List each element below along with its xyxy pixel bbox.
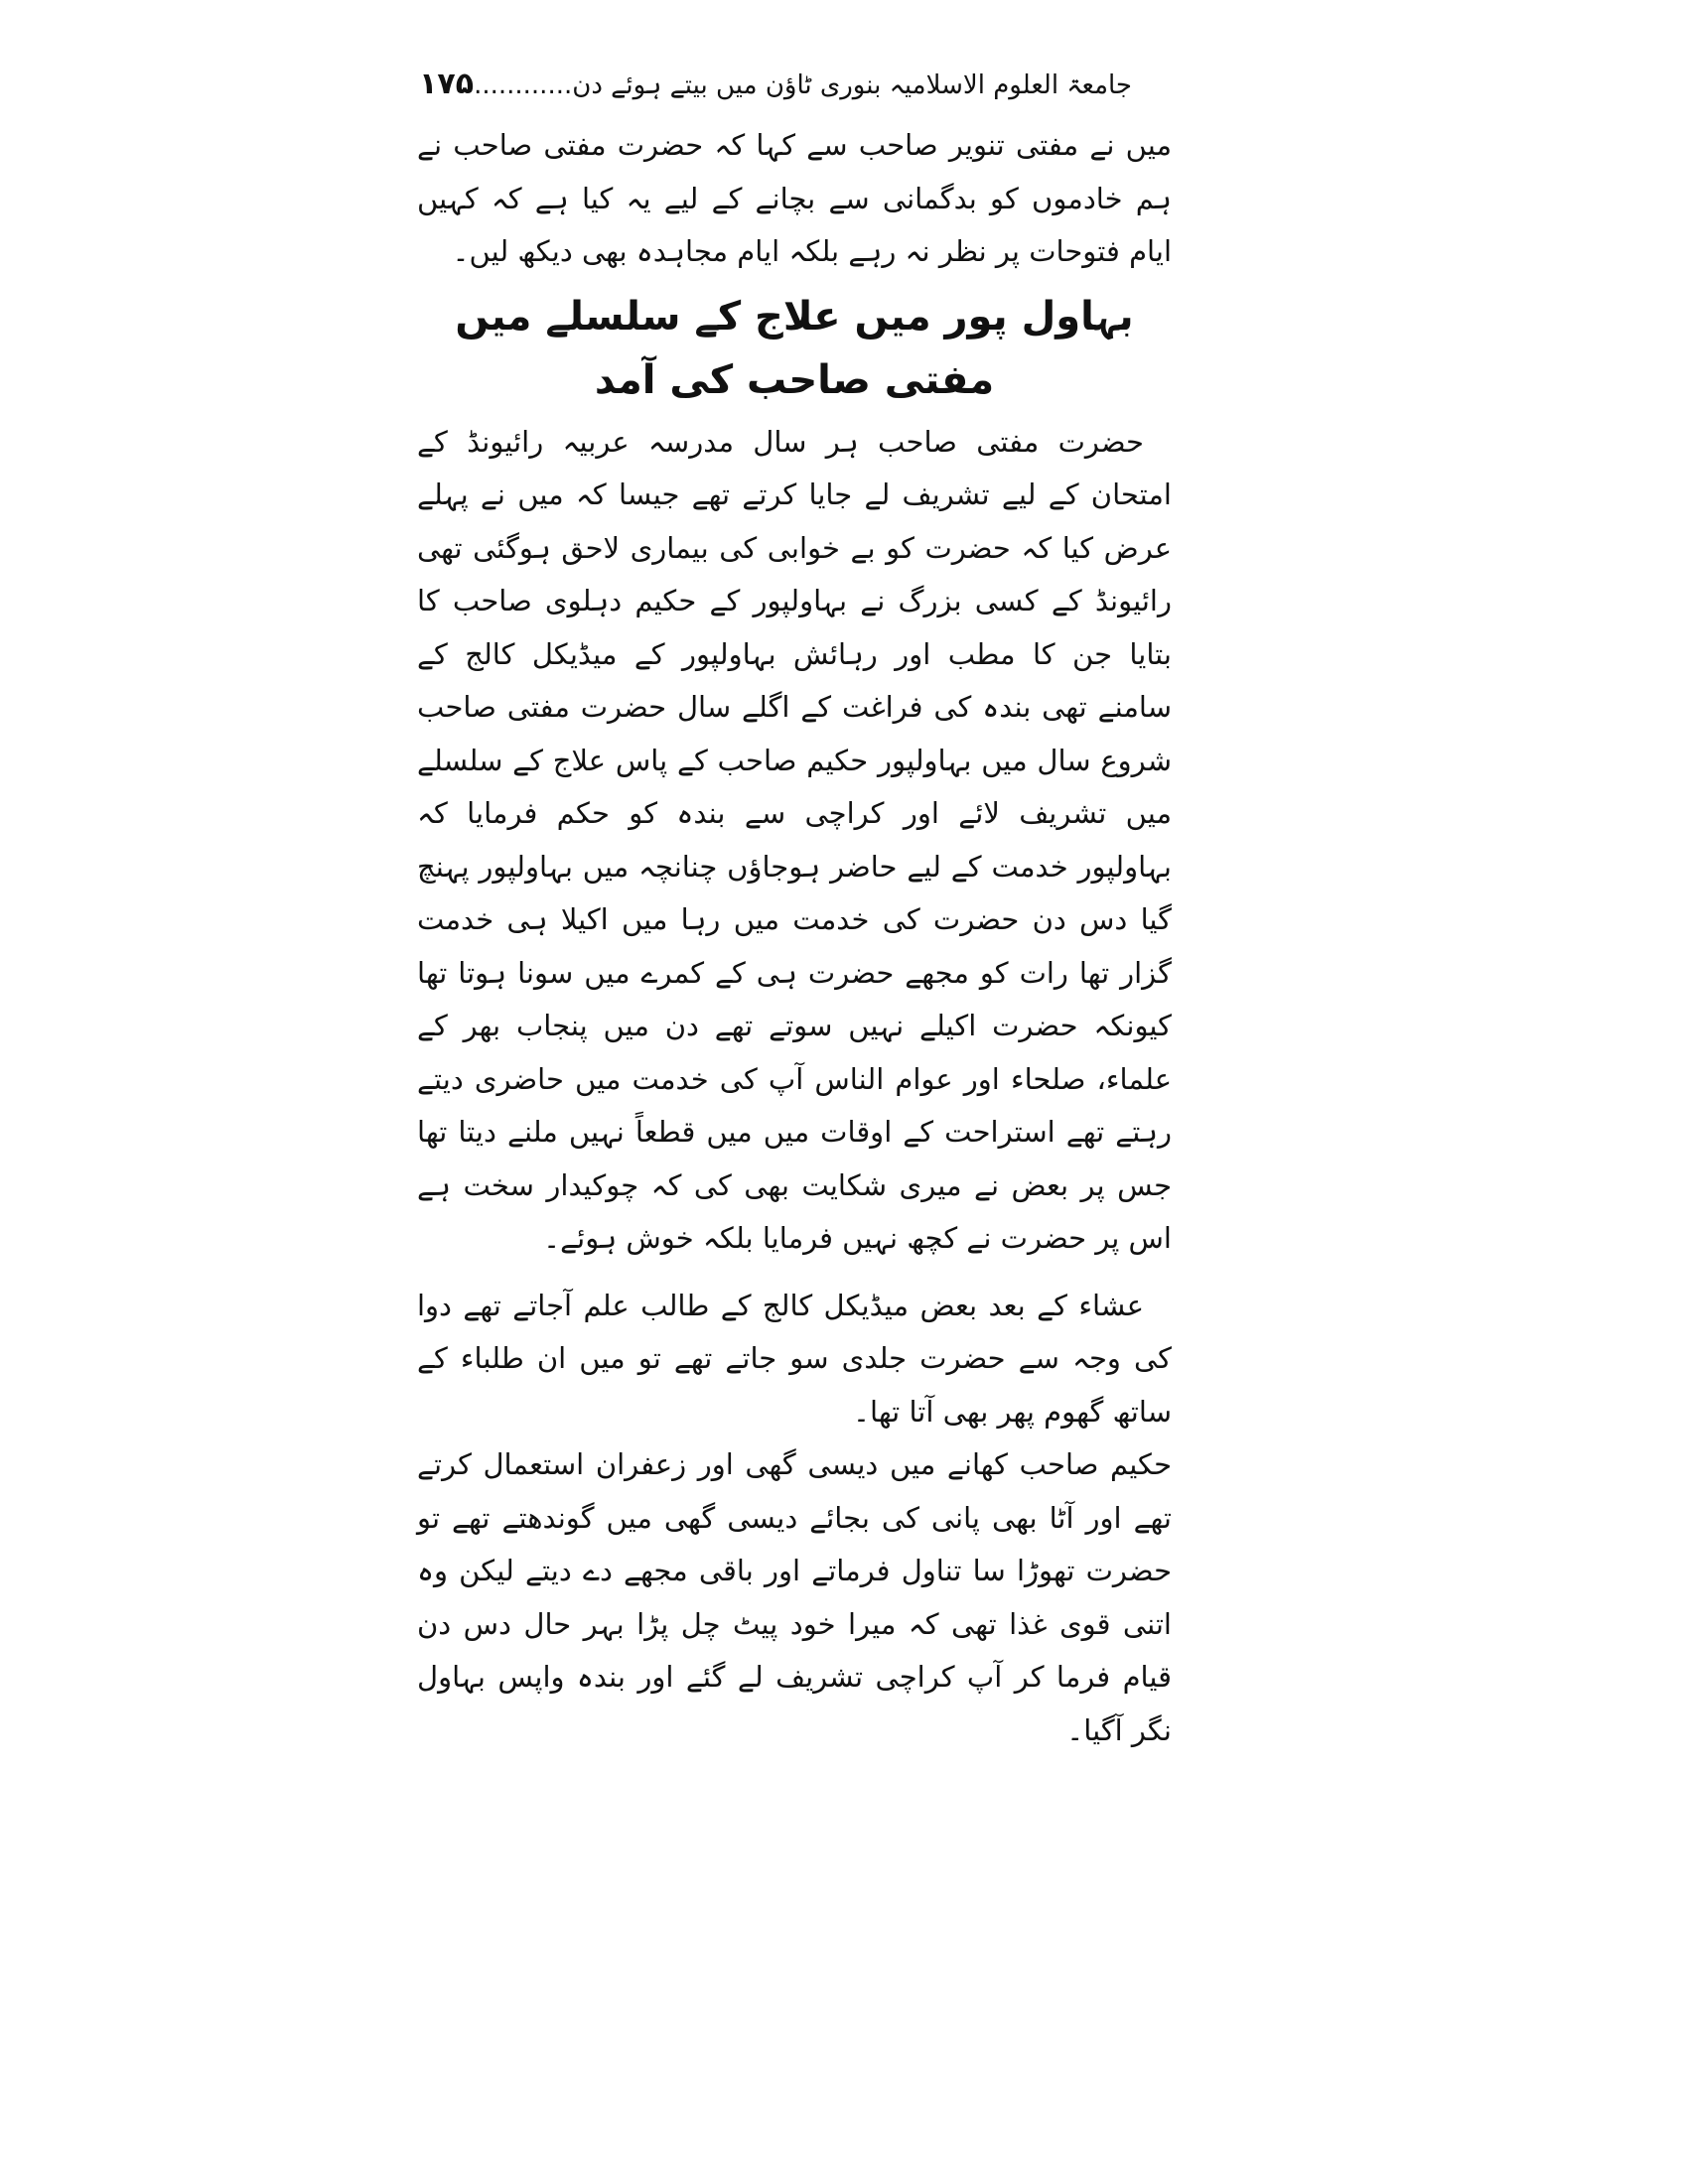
section-heading: بہاول پور میں علاج کے سلسلے میں مفتی صاحب کی آمد (455, 293, 1134, 403)
paragraph-3: حکیم صاحب کھانے میں دیسی گھی اور زعفران استعمال کرتے تھے اور آٹا بھی پانی کی بجائے دیسی گھی میں گوندھتے تھے تو حضرت تھوڑا سا تناول فرماتے اور باقی مجھے دے دیتے لیکن وہ اتنی قوی غذا تھی کہ میرا خود پیٹ چل پڑا بہر حال دس دن قیام فرما کر آپ کراچی تشریف لے گئے اور بندہ واپس بہاول نگر آگیا۔ (417, 1447, 1172, 1747)
paragraph-intro: میں نے مفتی تنویر صاحب سے کہا کہ حضرت مفتی صاحب نے ہم خادموں کو بدگمانی سے بچانے کے لیے یہ کیا ہے کہ کہیں ایام فتوحات پر نظر نہ رہے بلکہ ایام مجاہدہ بھی دیکھ لیں۔ (417, 128, 1172, 268)
running-title: جامعۃ العلوم الاسلامیہ بنوری ٹاؤن میں بیتے ہوئے دن............ (474, 70, 1132, 100)
paragraph-2: عشاء کے بعد بعض میڈیکل کالج کے طالب علم آجاتے تھے دوا کی وجہ سے حضرت جلدی سو جاتے تھے تو میں ان طلباء کے ساتھ گھوم پھر بھی آتا تھا۔ (417, 1288, 1172, 1429)
running-header (419, 60, 1132, 109)
page-body (417, 119, 1172, 1757)
paragraph-1: حضرت مفتی صاحب ہر سال مدرسہ عربیہ رائیونڈ کے امتحان کے لیے تشریف لے جایا کرتے تھے جیسا کہ میں نے پہلے عرض کیا کہ حضرت کو بے خوابی کی بیماری لاحق ہوگئی تھی رائیونڈ کے کسی بزرگ نے بہاولپور کے حکیم دہلوی صاحب کا بتایا جن کا مطب اور رہائش بہاولپور کے میڈیکل کالج کے سامنے تھی بندہ کی فراغت کے اگلے سال حضرت مفتی صاحب شروع سال میں بہاولپور حکیم صاحب کے پاس علاج کے سلسلے میں تشریف لائے اور کراچی سے بندہ کو حکم فرمایا کہ بہاولپور خدمت کے لیے حاضر ہوجاؤں چنانچہ میں بہاولپور پہنچ گیا دس دن حضرت کی خدمت میں رہا میں اکیلا ہی خدمت گزار تھا رات کو مجھے حضرت ہی کے کمرے میں سونا ہوتا تھا کیونکہ حضرت اکیلے نہیں سوتے تھے دن میں پنجاب بھر کے علماء، صلحاء اور عوام الناس آپ کی خدمت میں حاضری دیتے رہتے تھے استراحت کے اوقات میں میں قطعاً نہیں ملنے دیتا تھا جس پر بعض نے میری شکایت بھی کی کہ چوکیدار سخت ہے اس پر حضرت نے کچھ نہیں فرمایا بلکہ خوش ہوئے۔ (417, 424, 1172, 1255)
page-number: ۱۷۵ (419, 67, 475, 101)
